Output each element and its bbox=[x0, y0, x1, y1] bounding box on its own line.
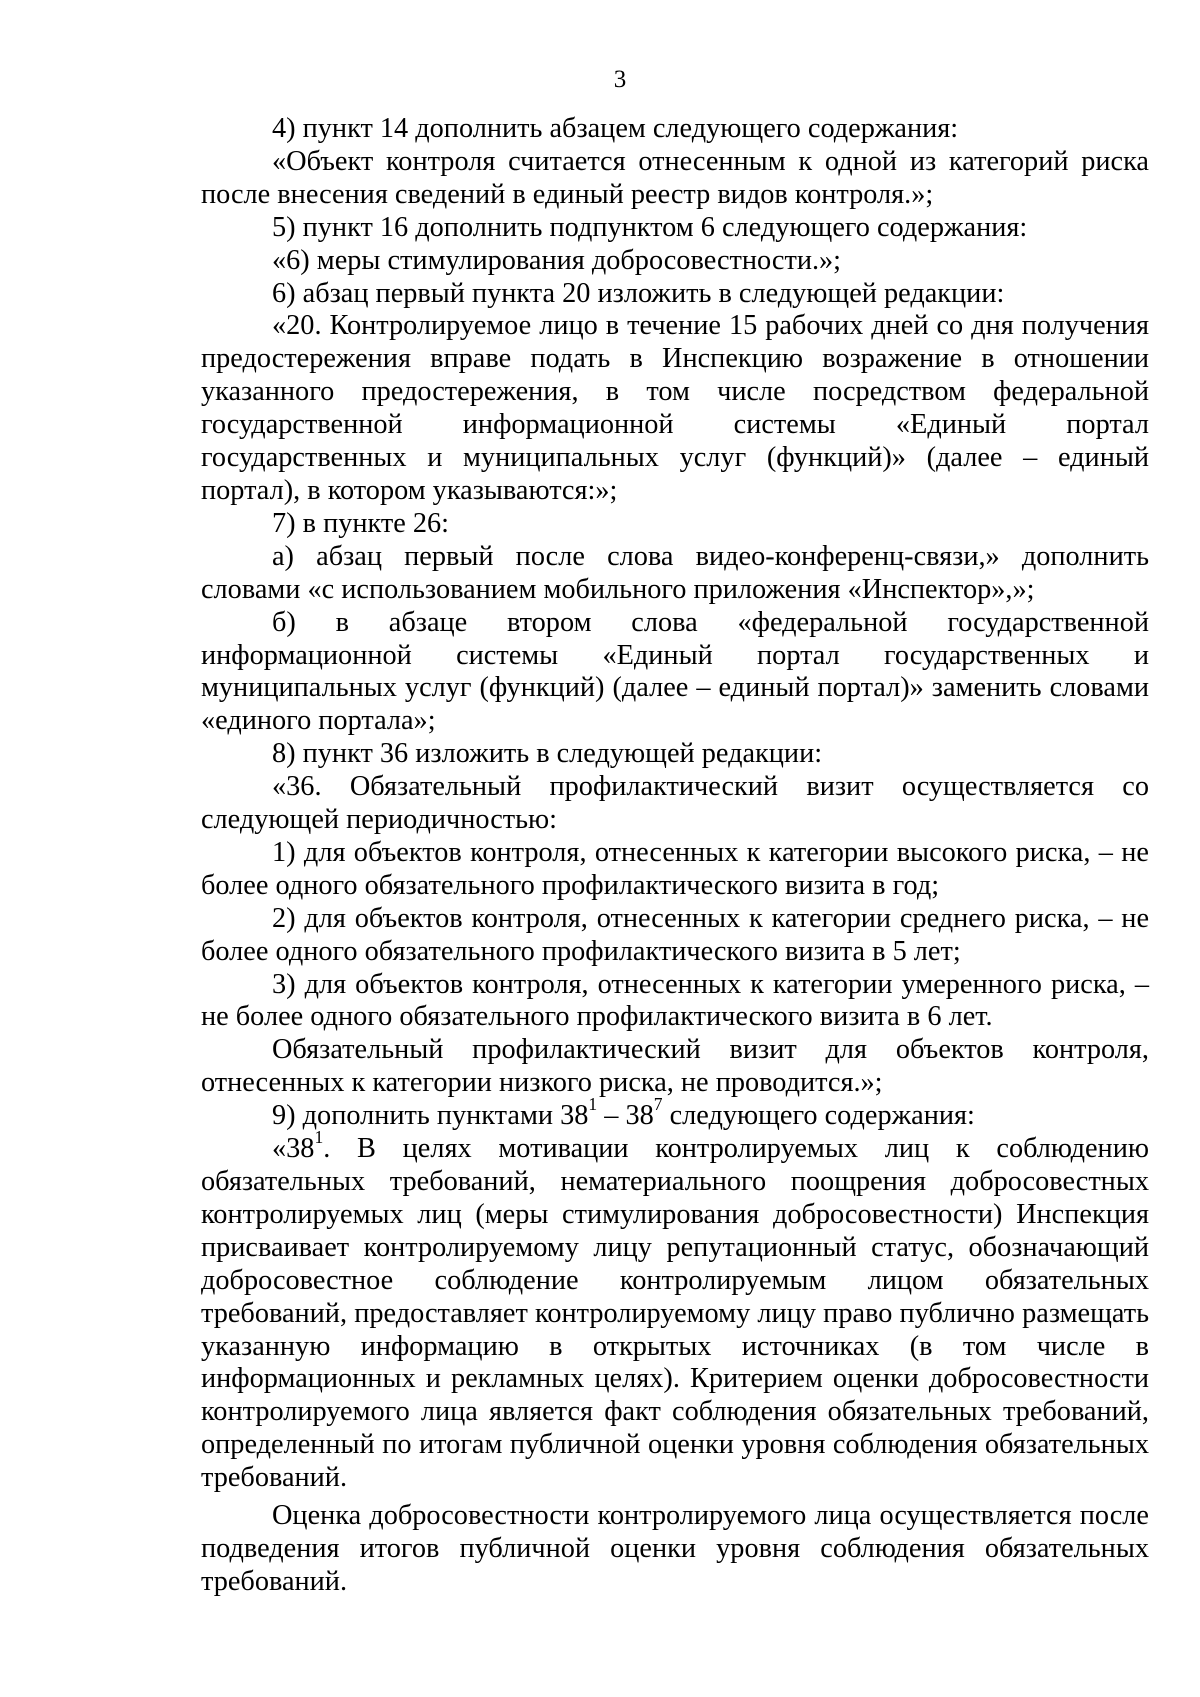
item-9-suffix: следующего содержания: bbox=[662, 1100, 975, 1132]
item-9-prefix: 9) дополнить пунктами 38 bbox=[272, 1100, 589, 1132]
paragraph-item-6: 6) абзац первый пункта 20 изложить в следующей редакции: bbox=[272, 277, 1005, 309]
paragraph-item-8: 8) пункт 36 изложить в следующей редакции: bbox=[272, 738, 823, 770]
paragraph-item-20: «20. Контролируемое лицо в течение 15 рабочих дней со дня получения предостережения вправе подать в Инспекцию возражение в отношении указанного предостережения, в том числе посредством федеральной государственной информационной системы «Единый портал государственных и муниципальных услуг (функций)» (далее – единый портал), в котором указываются:»; bbox=[201, 310, 1149, 506]
item-9-dash: – bbox=[597, 1100, 626, 1132]
document-body bbox=[201, 113, 1149, 1599]
item-38-1-text: . В целях мотивации контролируемых лиц к соблюдению обязательных требований, нематериального поощрения добросовестных контролируемых лиц (меры стимулирования добросовестности) Инспекция присваивает контролируемому лицу репутационный статус, обозначающий добросовестное соблюдение контролируемым лицом обязательных требований, предоставляет контролируемому лицу право публично размещать указанную информацию в открытых источниках (в том числе в информационных и рекламных целях). Критерием оценки добросовестности контролируемого лица является факт соблюдения обязательных требований, определенный по итогам публичной оценки уровня соблюдения обязательных требований. bbox=[201, 1133, 1149, 1494]
paragraph-item-36-1: 1) для объектов контроля, отнесенных к категории высокого риска, – не более одного обязательного профилактического визита в год; bbox=[201, 836, 1149, 901]
page-number: 3 bbox=[613, 66, 627, 93]
paragraph-item-5: 5) пункт 16 дополнить подпунктом 6 следующего содержания: bbox=[272, 211, 1028, 243]
paragraph-item-5-quote: «6) меры стимулирования добросовестности.»; bbox=[272, 244, 842, 276]
item-9-sup-from: 1 bbox=[588, 1094, 598, 1115]
paragraph-item-4: 4) пункт 14 дополнить абзацем следующего содержания: bbox=[272, 113, 959, 144]
paragraph-item-7: 7) в пункте 26: bbox=[272, 507, 450, 539]
item-9-mid: 38 bbox=[625, 1100, 654, 1132]
item-38-1-prefix: «38 bbox=[272, 1133, 315, 1165]
paragraph-item-9 bbox=[201, 1094, 1149, 1133]
paragraph-item-36-2: 2) для объектов контроля, отнесенных к категории среднего риска, – не более одного обязательного профилактического визита в 5 лет; bbox=[201, 902, 1149, 967]
paragraph-item-36: «36. Обязательный профилактический визит осуществляется со следующей периодичностью: bbox=[201, 771, 1149, 836]
paragraph-item-38-1 bbox=[201, 1127, 1149, 1495]
paragraph-item-7a: а) абзац первый после слова видео-конференц-связи,» дополнить словами «с использованием мобильного приложения «Инспектор»,»; bbox=[201, 540, 1149, 605]
item-38-1-sup: 1 bbox=[314, 1127, 324, 1148]
item-9-sup-to: 7 bbox=[653, 1094, 663, 1115]
paragraph-final: Оценка добросовестности контролируемого лица осуществляется после подведения итогов публичной оценки уровня соблюдения обязательных требований. bbox=[201, 1500, 1149, 1597]
paragraph-item-7b: б) в абзаце втором слова «федеральной государственной информационной системы «Единый портал государственных и муниципальных услуг (функций) (далее – единый портал)» заменить словами «единого портала»; bbox=[201, 606, 1149, 737]
paragraph-item-36-3: 3) для объектов контроля, отнесенных к категории умеренного риска, – не более одного обязательного профилактического визита в 6 лет. bbox=[201, 968, 1149, 1033]
paragraph-item-36-low-risk: Обязательный профилактический визит для объектов контроля, отнесенных к категории низкого риска, не проводится.»; bbox=[201, 1034, 1149, 1099]
paragraph-item-4-quote: «Объект контроля считается отнесенным к одной из категорий риска после внесения сведений в единый реестр видов контроля.»; bbox=[201, 145, 1149, 210]
